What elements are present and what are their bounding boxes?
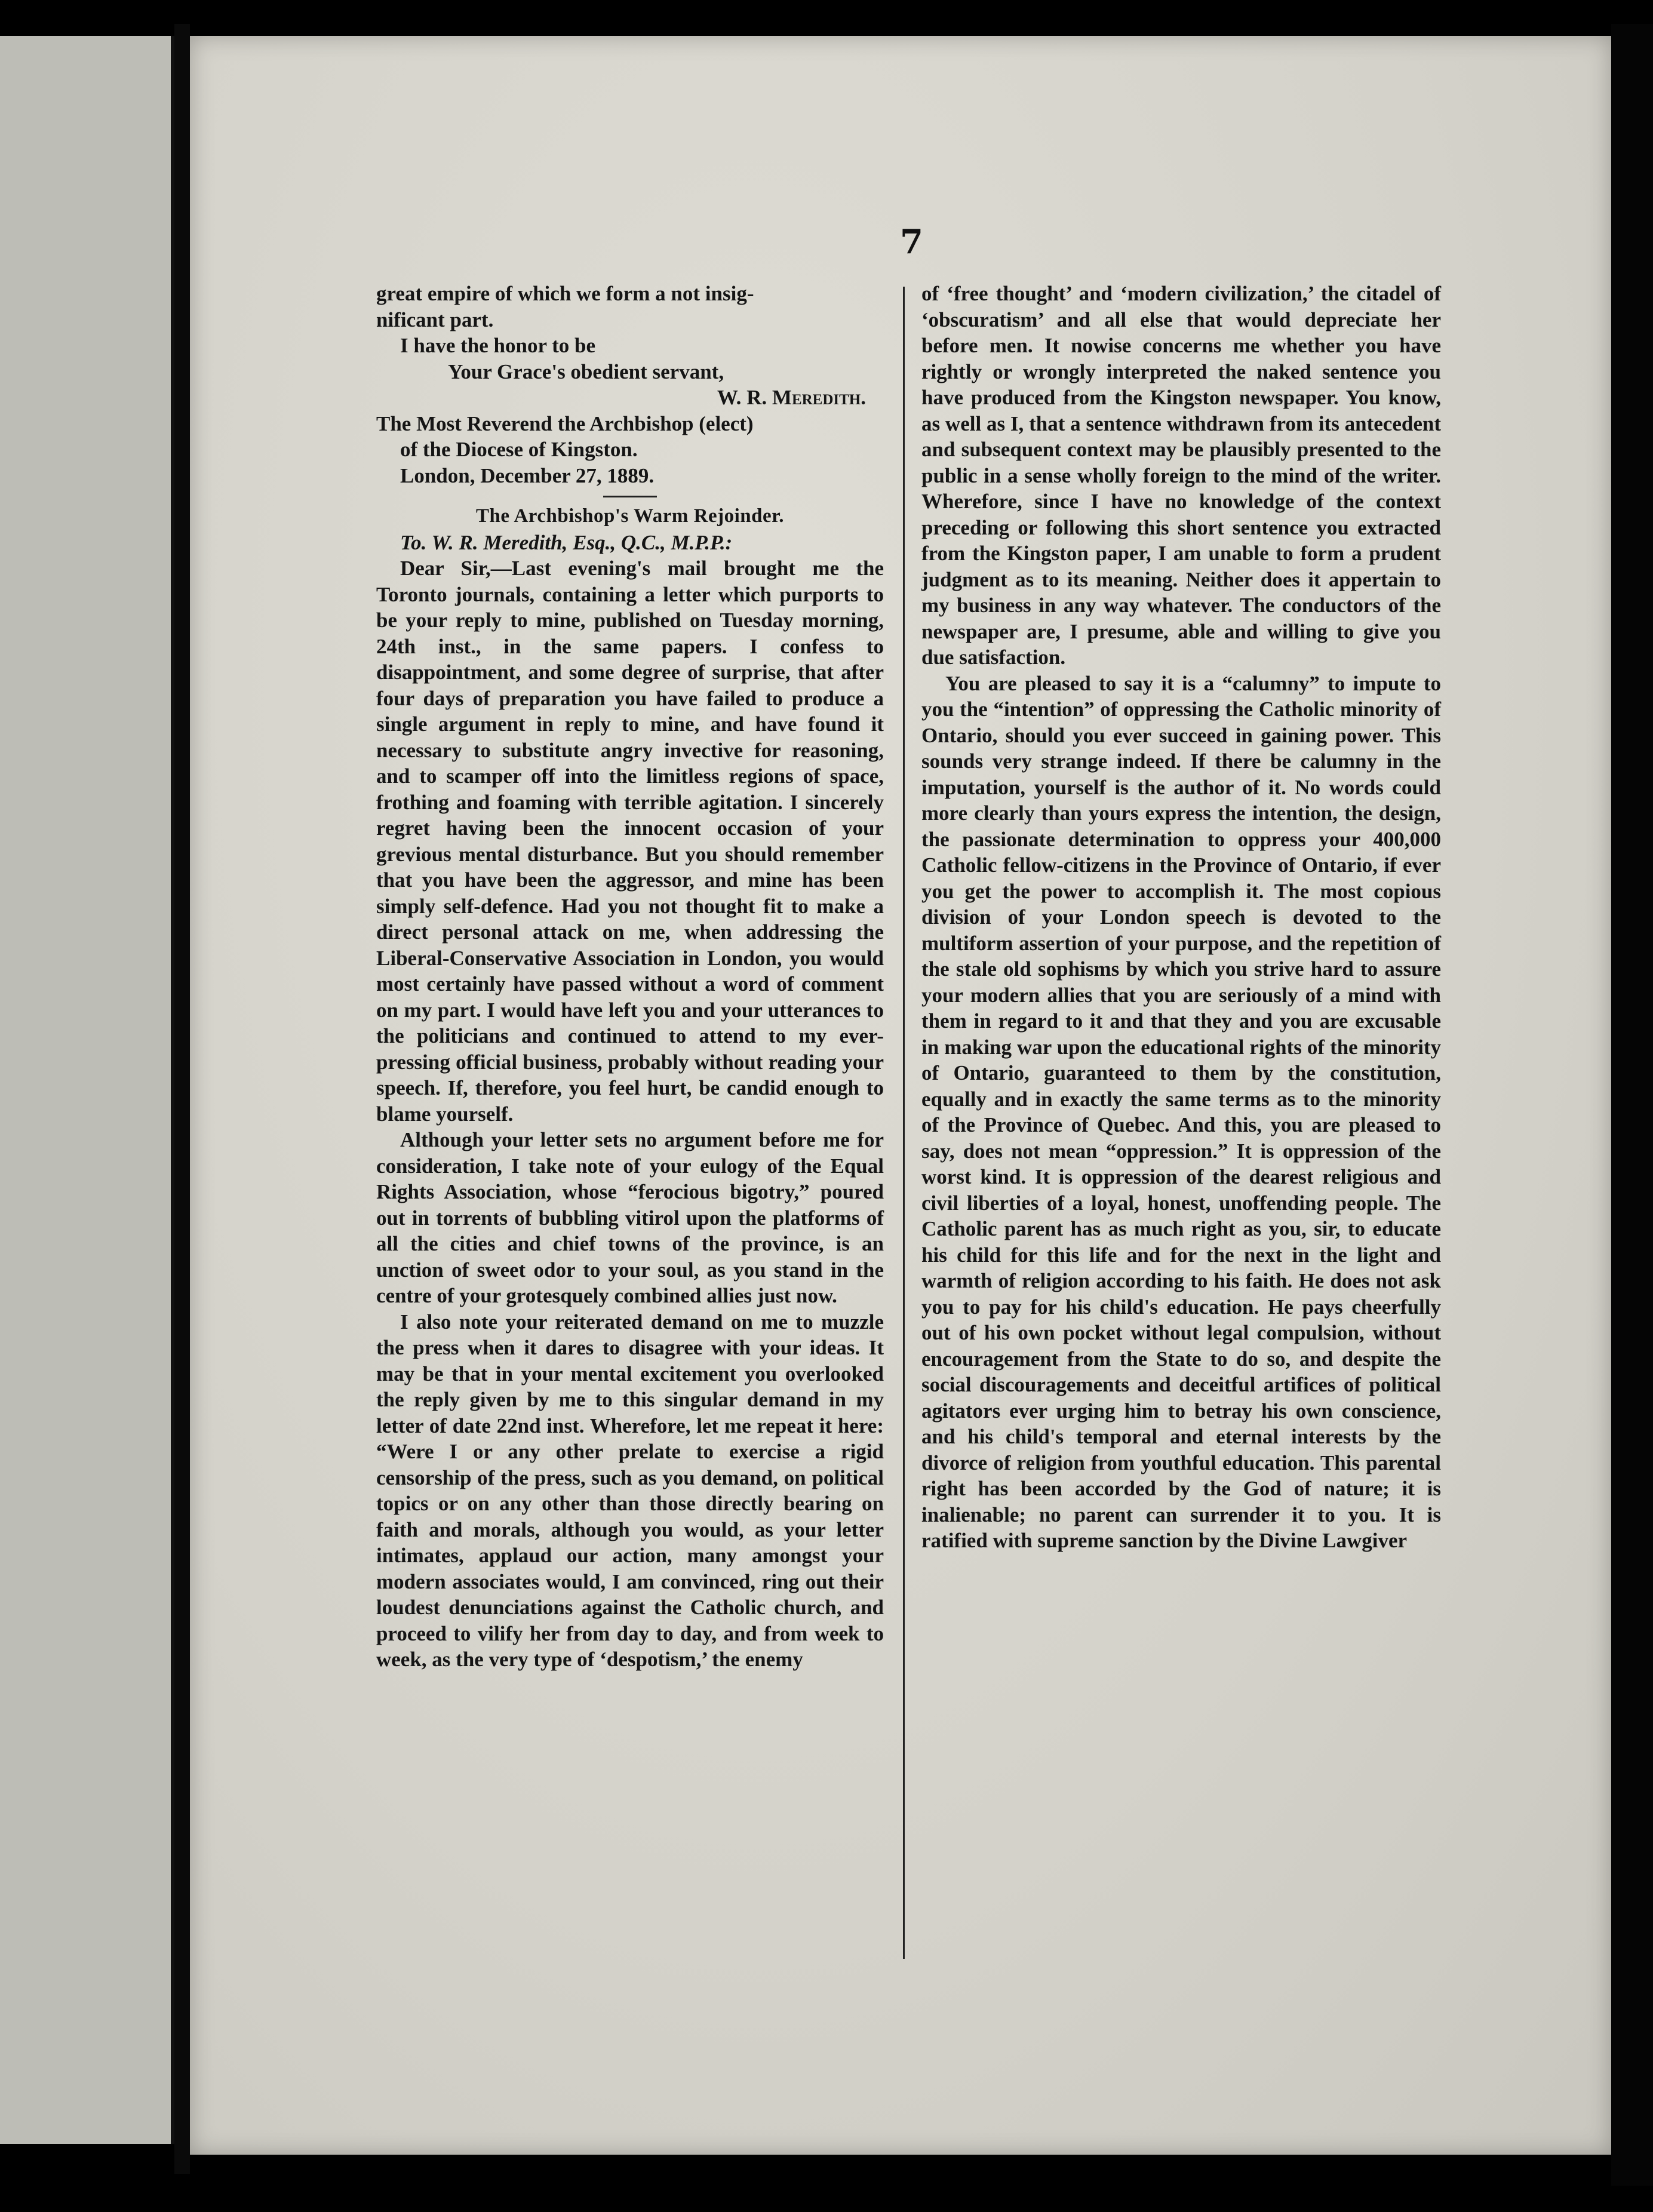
scan-border [1611, 24, 1653, 2186]
book-gutter [174, 24, 190, 2174]
body-paragraph: I also note your reiterated demand on me to muzzle the press when it dares to disagree with your ideas. It may be that in your mental excitement you overlooked the reply given by me to this singular demand in my letter of date 22nd inst. Wherefore, let me repeat it here: “Were I or any other prelate to exercise a rigid censorship of the press, such as you demand, on political topics or on any other than those directly bearing on faith and morals, although you would, as your letter intimates, applaud our action, many amongst your modern associates would, I am convinced, ring out their loudest denunciations against the Catholic church, and proceed to vilify her from day to day, and from week to week, as the very type of ‘despotism,’ the enemy [376, 1310, 884, 1671]
dateline: London, December 27, 1889. [400, 463, 655, 487]
body-paragraph: You are pleased to say it is a “calumny” to impute to you the “intention” of oppressing the Catholic minority of Ontario, should you ever succeed in gaining power. This sounds very strange indeed. If there be calumny in the imputation, yourself is the author of it. No words could more clearly than yours express the intention, the design, the passionate determination to oppress your 400,000 Catholic fellow-citizens in the Province of Ontario, if ever you get the power to accomplish it. The most copious division of your London speech is devoted to the multiform assertion of your purpose, and the repetition of the stale old sophisms by which you strive hard to assure your modern allies that you are seriously of a mind with them in regard to it and that they and you are excusable in making war upon the educational rights of the minority of Ontario, guaranteed to them by the constitution, equally and in exactly the same terms as to the minority of the Province of Quebec. And this, you are pleased to say, does not mean “oppression.” It is oppression of the worst kind. It is oppression of the dearest religious and civil liberties of a loyal, honest, unoffending people. The Catholic parent has as much right as you, sir, to educate his child for this life and for the next in the light and warmth of religion according to his faith. He does not ask you to pay for his child's education. He pays cheerfully out of his own pocket without legal compulsion, without encouragement from the State to do so, and despite the social discouragements and deceitful artifices of political agitators ever urging him to betray his own conscience, and his child's temporal and eternal interests by the divorce of religion from youthful education. This parental right has been accorded by the God of nature; it is inalienable; no parent can surrender it to you. It is ratified with supreme sanction by the Divine Lawgiver [921, 671, 1441, 1552]
page-number: 7 [900, 222, 923, 262]
adjacent-page-edge [0, 36, 174, 2144]
body-paragraph: Although your letter sets no argument before me for consideration, I take note of your eulogy of the Equal Rights Association, whose “ferocious bigotry,” poured out in torrents of bubbling vitirol upon the platforms of all the cities and chief towns of the province, is an unction of sweet odor to your soul, as you stand in the centre of your grotesquely combined allies just now. [376, 1128, 884, 1307]
addressee-line-1: The Most Reverend the Archbishop (elect) [376, 411, 754, 435]
section-heading: The Archbishop's Warm Rejoinder. [476, 505, 784, 527]
body-paragraph: of ‘free thought’ and ‘modern civilization,’ the citadel of ‘obscuratism’ and all else that would depreciate her before men. It nowise concerns me whether you have rightly or wrongly interpreted the naked sentence you have produced from the Kingston newspaper. You know, as well as I, that a sentence withdrawn from its antecedent and subsequent context may be plausibly presented to the public in a sense wholly foreign to the mind of the writer. Wherefore, since I have no knowledge of the context preceding or following this short sentence you extracted from the Kingston paper, I am unable to form a prudent judgment as to its meaning. Neither does it appertain to my business in any way whatever. The conductors of the newspaper are, I presume, able and willing to give you due satisfaction. [921, 282, 1441, 669]
signoff-line: Your Grace's obedient servant, [448, 360, 724, 383]
addressee-line-2: of the Diocese of Kingston. [400, 438, 638, 461]
salutation: To. W. R. Meredith, Esq., Q.C., M.P.P.: [400, 530, 733, 554]
closing-line: I have the honor to be [400, 334, 596, 357]
body-paragraph: Dear Sir,—Last evening's mail brought me the Toronto journals, containing a letter which purports to be your reply to mine, published on Tuesday morning, 24th inst., in the same papers. I confess to disappointment, and some degree of surprise, that after four days of preparation you have failed to produce a single argument in reply to mine, and have found it necessary to substitute angry invective for reasoning, and to scamper off into the limitless regions of space, frothing and foaming with terrible agitation. I sincerely regret having been the innocent occasion of your grevious mental disturbance. But you should remember that you have been the aggressor, and mine has been simply self-defence. Had you not thought fit to make a direct personal attack on me, when addressing the Liberal-Conservative Association in London, you would most certainly have passed without a word of comment on my part. I would have left you and your utterances to the politicians and continued to attend to my ever-pressing official business, probably without reading your speech. If, therefore, you feel hurt, be candid enough to blame yourself. [376, 557, 884, 1126]
signature: W. R. Meredith. [717, 386, 866, 409]
left-column [376, 281, 884, 1673]
letter-closing-text: great empire of which we form a not insig- nificant part. [376, 282, 754, 331]
column-divider [903, 287, 905, 1959]
right-column [921, 281, 1441, 1554]
section-rule [603, 496, 657, 497]
